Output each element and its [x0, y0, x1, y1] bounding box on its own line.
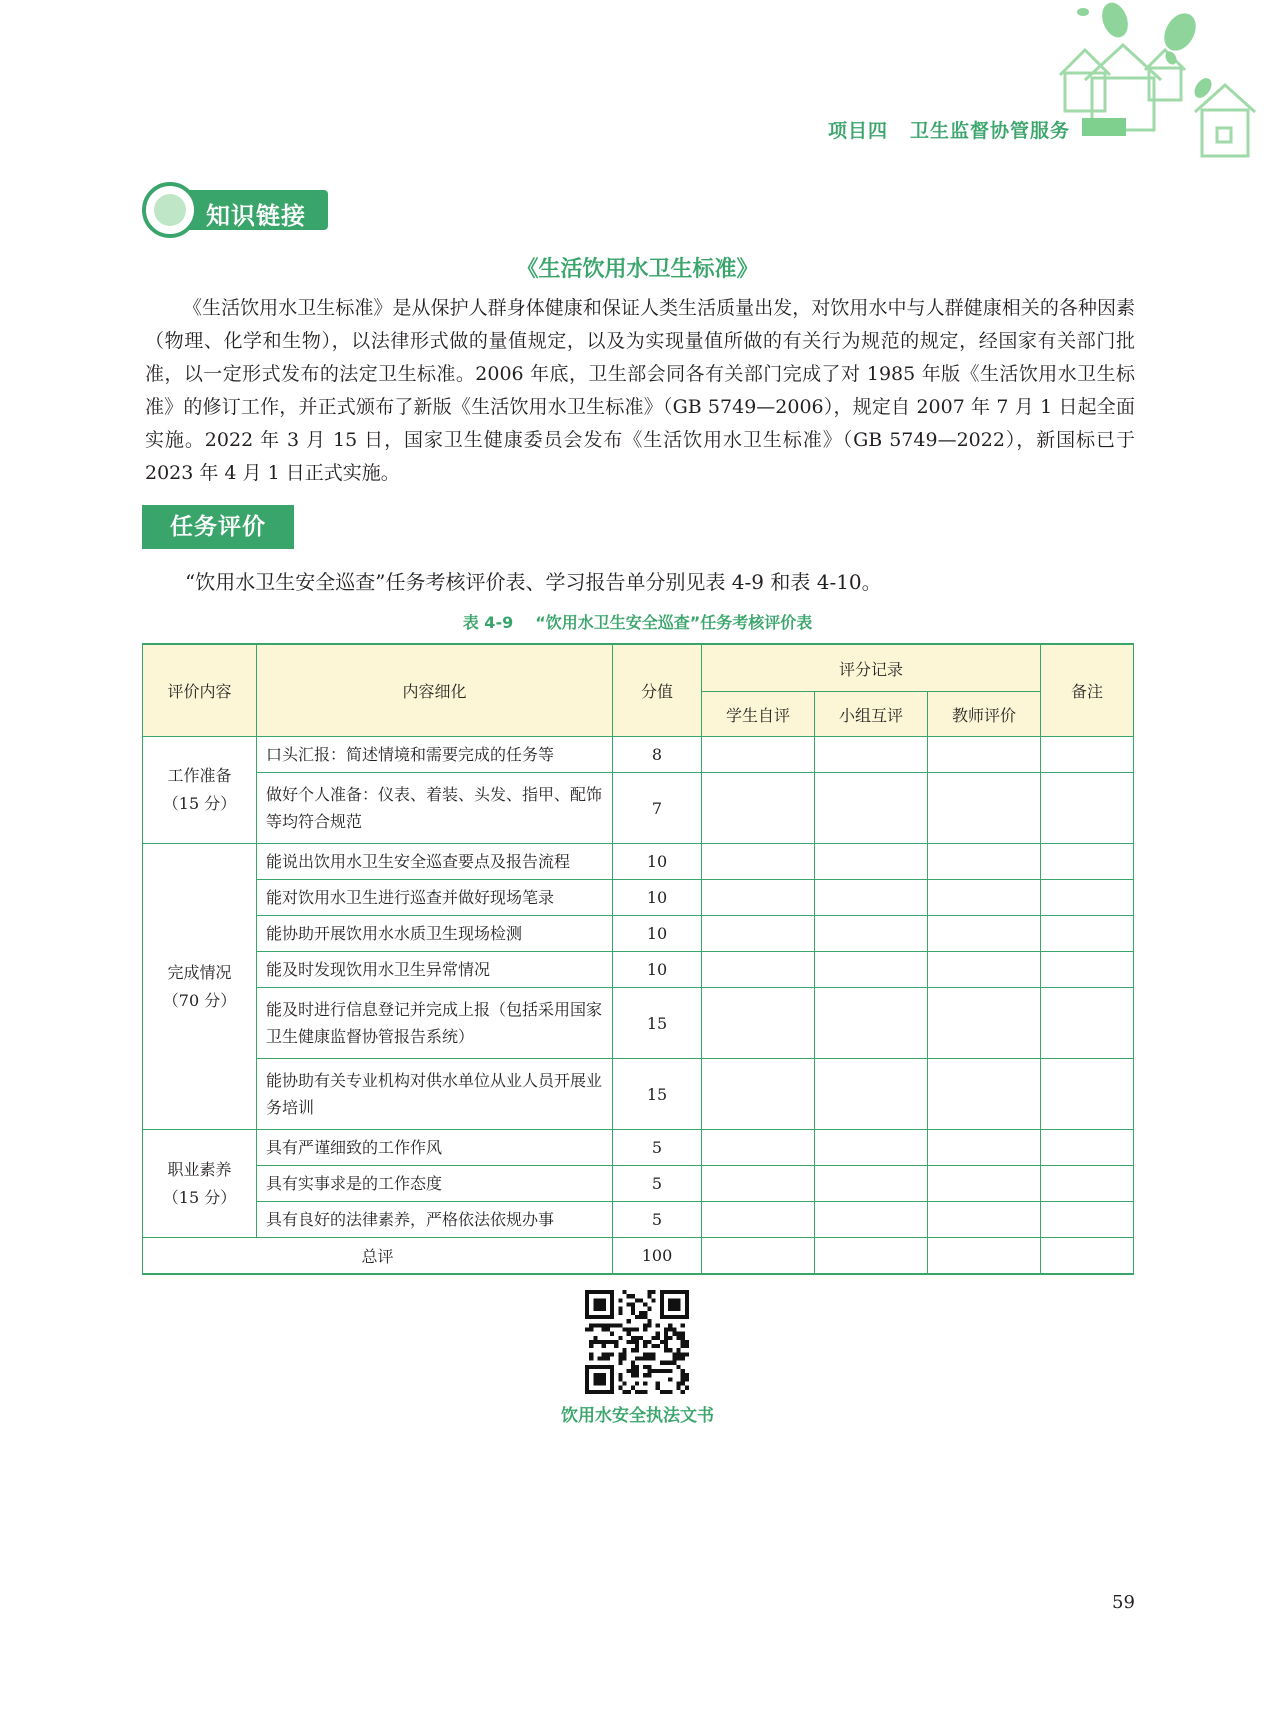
- self-score-cell[interactable]: [702, 1166, 815, 1202]
- table-row: [143, 916, 1134, 952]
- teacher-score-cell[interactable]: [928, 1238, 1041, 1275]
- task-evaluation-tab: 任务评价: [142, 505, 294, 549]
- self-score-cell[interactable]: [702, 880, 815, 916]
- score-cell: 15: [613, 1059, 702, 1130]
- score-cell: 10: [613, 916, 702, 952]
- teacher-score-cell[interactable]: [928, 880, 1041, 916]
- table-number: 表 4-9: [462, 613, 514, 632]
- header-score: 分值: [613, 644, 702, 737]
- item-cell: 口头汇报：简述情境和需要完成的任务等: [257, 737, 613, 773]
- category-cell: 职业素养 （15 分）: [143, 1130, 257, 1238]
- table-row: [143, 773, 1134, 844]
- table-row: [143, 1166, 1134, 1202]
- note-cell[interactable]: [1041, 737, 1134, 773]
- house-leaf-decoration: [975, 0, 1275, 175]
- knowledge-link-badge: [142, 182, 328, 238]
- group-score-cell[interactable]: [815, 1130, 928, 1166]
- header-record: 评分记录: [702, 644, 1041, 692]
- table-row: [143, 844, 1134, 880]
- score-cell: 7: [613, 773, 702, 844]
- note-cell[interactable]: [1041, 773, 1134, 844]
- page-number: 59: [1112, 1592, 1135, 1613]
- table-row: [143, 1202, 1134, 1238]
- table-row: [143, 1059, 1134, 1130]
- group-score-cell[interactable]: [815, 988, 928, 1059]
- self-score-cell[interactable]: [702, 988, 815, 1059]
- header-note: 备注: [1041, 644, 1134, 737]
- group-score-cell[interactable]: [815, 844, 928, 880]
- teacher-score-cell[interactable]: [928, 1059, 1041, 1130]
- table-title: “饮用水卫生安全巡查”任务考核评价表: [535, 613, 813, 632]
- header-self: 学生自评: [702, 692, 815, 737]
- item-cell: 具有严谨细致的工作作风: [257, 1130, 613, 1166]
- note-cell[interactable]: [1041, 1238, 1134, 1275]
- header-teacher: 教师评价: [928, 692, 1041, 737]
- note-cell[interactable]: [1041, 1166, 1134, 1202]
- teacher-score-cell[interactable]: [928, 988, 1041, 1059]
- item-cell: 具有实事求是的工作态度: [257, 1166, 613, 1202]
- chapter-title: 卫生监督协管服务: [910, 120, 1071, 142]
- score-cell: 10: [613, 880, 702, 916]
- teacher-score-cell[interactable]: [928, 916, 1041, 952]
- total-score: 100: [613, 1238, 702, 1275]
- teacher-score-cell[interactable]: [928, 844, 1041, 880]
- qr-code-icon[interactable]: [585, 1290, 689, 1394]
- score-cell: 10: [613, 844, 702, 880]
- item-cell: 能及时发现饮用水卫生异常情况: [257, 952, 613, 988]
- self-score-cell[interactable]: [702, 1059, 815, 1130]
- score-cell: 5: [613, 1130, 702, 1166]
- self-score-cell[interactable]: [702, 844, 815, 880]
- header-content: 评价内容: [143, 644, 257, 737]
- category-cell: 完成情况 （70 分）: [143, 844, 257, 1130]
- note-cell[interactable]: [1041, 988, 1134, 1059]
- total-row: [143, 1238, 1134, 1275]
- group-score-cell[interactable]: [815, 737, 928, 773]
- group-score-cell[interactable]: [815, 1059, 928, 1130]
- evaluation-table: [142, 643, 1134, 1275]
- note-cell[interactable]: [1041, 916, 1134, 952]
- group-score-cell[interactable]: [815, 1238, 928, 1275]
- self-score-cell[interactable]: [702, 1130, 815, 1166]
- project-label: 项目四: [828, 120, 889, 142]
- group-score-cell[interactable]: [815, 1202, 928, 1238]
- note-cell[interactable]: [1041, 880, 1134, 916]
- item-cell: 做好个人准备：仪表、着装、头发、指甲、配饰等均符合规范: [257, 773, 613, 844]
- teacher-score-cell[interactable]: [928, 1202, 1041, 1238]
- teacher-score-cell[interactable]: [928, 1130, 1041, 1166]
- score-cell: 10: [613, 952, 702, 988]
- item-cell: 具有良好的法律素养，严格依法依规办事: [257, 1202, 613, 1238]
- category-cell: 工作准备 （15 分）: [143, 737, 257, 844]
- item-cell: 能协助有关专业机构对供水单位从业人员开展业务培训: [257, 1059, 613, 1130]
- chapter-header: [828, 116, 1070, 143]
- books-icon: [142, 182, 198, 238]
- group-score-cell[interactable]: [815, 952, 928, 988]
- self-score-cell[interactable]: [702, 737, 815, 773]
- header-group: 小组互评: [815, 692, 928, 737]
- knowledge-link-label: 知识链接: [206, 202, 306, 230]
- note-cell[interactable]: [1041, 1059, 1134, 1130]
- table-row: [143, 1130, 1134, 1166]
- group-score-cell[interactable]: [815, 916, 928, 952]
- qr-caption: 饮用水安全执法文书: [561, 1406, 714, 1426]
- self-score-cell[interactable]: [702, 773, 815, 844]
- self-score-cell[interactable]: [702, 1202, 815, 1238]
- header-detail: 内容细化: [257, 644, 613, 737]
- teacher-score-cell[interactable]: [928, 737, 1041, 773]
- note-cell[interactable]: [1041, 1130, 1134, 1166]
- self-score-cell[interactable]: [702, 916, 815, 952]
- self-score-cell[interactable]: [702, 952, 815, 988]
- score-cell: 8: [613, 737, 702, 773]
- table-row: [143, 880, 1134, 916]
- note-cell[interactable]: [1041, 952, 1134, 988]
- total-label: 总评: [143, 1238, 613, 1275]
- item-cell: 能说出饮用水卫生安全巡查要点及报告流程: [257, 844, 613, 880]
- knowledge-paragraph: 《生活饮用水卫生标准》是从保护人群身体健康和保证人类生活质量出发，对饮用水中与人群健康相关的各种因素（物理、化学和生物），以法律形式做的量值规定，以及为实现量值所做的有关行为规范的规定，经国家有关部门批准，以一定形式发布的法定卫生标准。2006 年底，卫生部会同各有关部门完成了对 1985 年版《生活饮用水卫生标准》的修订工作，并正式颁布了新版《生活饮用水卫生标准》（GB 5749—2006），规定自 2007 年 7 月 1 日起全面实施。2022 年 3 月 15 日，国家卫生健康委员会发布《生活饮用水卫生标准》（GB 5749—2022），新国标已于 2023 年 4 月 1 日正式实施。: [145, 297, 1135, 484]
- score-cell: 5: [613, 1166, 702, 1202]
- teacher-score-cell[interactable]: [928, 952, 1041, 988]
- item-cell: 能对饮用水卫生进行巡查并做好现场笔录: [257, 880, 613, 916]
- self-score-cell[interactable]: [702, 1238, 815, 1275]
- header-accent-bar: [1082, 118, 1126, 136]
- group-score-cell[interactable]: [815, 880, 928, 916]
- task-intro: “饮用水卫生安全巡查”任务考核评价表、学习报告单分别见表 4-9 和表 4-10。: [185, 570, 882, 594]
- group-score-cell[interactable]: [815, 773, 928, 844]
- group-score-cell[interactable]: [815, 1166, 928, 1202]
- table-row: [143, 988, 1134, 1059]
- item-cell: 能及时进行信息登记并完成上报（包括采用国家卫生健康监督协管报告系统）: [257, 988, 613, 1059]
- note-cell[interactable]: [1041, 844, 1134, 880]
- table-row: [143, 737, 1134, 773]
- table-row: [143, 952, 1134, 988]
- section-title: 《生活饮用水卫生标准》: [516, 257, 759, 282]
- table-caption: [0, 610, 1275, 633]
- teacher-score-cell[interactable]: [928, 773, 1041, 844]
- score-cell: 5: [613, 1202, 702, 1238]
- item-cell: 能协助开展饮用水水质卫生现场检测: [257, 916, 613, 952]
- teacher-score-cell[interactable]: [928, 1166, 1041, 1202]
- score-cell: 15: [613, 988, 702, 1059]
- note-cell[interactable]: [1041, 1202, 1134, 1238]
